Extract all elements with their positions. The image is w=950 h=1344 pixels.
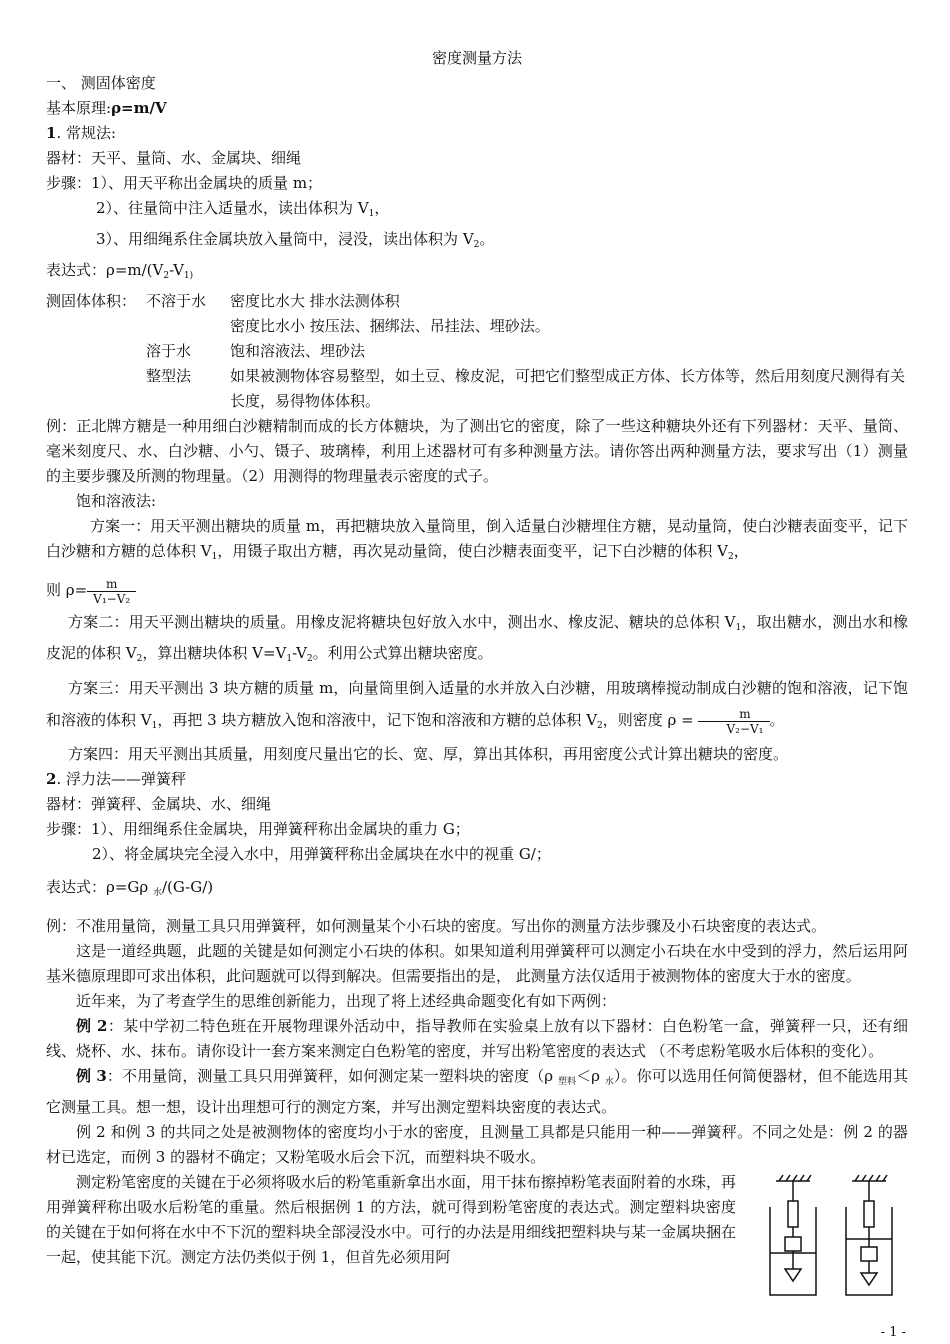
fraction-denominator: V₁−V₂ <box>87 591 136 606</box>
m2-expr-b: /(G-G/) <box>161 878 214 896</box>
method1-expression <box>46 258 908 289</box>
plan3-sub1: 1 <box>151 721 158 731</box>
m2-expr-sub: 水 <box>152 888 162 898</box>
expr-b: -V <box>169 261 184 279</box>
plan2-sub1: 1 <box>735 623 742 633</box>
plan2-d: -V <box>292 644 307 662</box>
plan2-a: 方案二：用天平测出糖块的质量。用橡皮泥将糖块包好放入水中，测出水、橡皮泥、糖块的总体积 V <box>68 613 736 631</box>
method2-expression <box>46 875 908 906</box>
plan3-a: 方案三：用天平测出 3 块方糖的质量 m，向量筒里倒入适量的水并放入白沙糖，用玻璃棒搅动制成白沙糖的饱和溶液，记下饱和溶液的体积 V <box>46 679 908 729</box>
fraction-denominator: V₂−V₁ <box>698 721 769 736</box>
example2-label: 例 2 <box>76 1017 108 1035</box>
plan3-c: ，则密度 ρ = <box>602 711 694 729</box>
volume-row-3 <box>46 339 908 364</box>
method1-step3 <box>46 227 908 258</box>
plan1-b: ，用镊子取出方糖，再次晃动量筒，使白沙糖表面变平，记下白沙糖的体积 V <box>217 542 728 560</box>
plan1-fraction <box>87 577 136 606</box>
method1-step1: 步骤：1）、用天平称出金属块的质量 m； <box>46 174 323 192</box>
spacer <box>146 314 230 339</box>
principle-line <box>46 96 908 121</box>
comparison: 例 2 和例 3 的共同之处是被测物体的密度均小于水的密度，且测量工具都是只能用一种——弹簧秤。不同之处是：例 2 的器材已选定，而例 3 的器材不确定；又粉笔吸水后会下沉，而塑料块不吸水。 <box>46 1123 908 1166</box>
example3-b: ＜ρ <box>576 1067 605 1085</box>
plan2-b: ，取出糖水，测出水和橡皮泥的体积 V <box>46 613 908 662</box>
plan3-sub2: 2 <box>597 721 603 731</box>
plan2-sub3: 1 <box>286 654 293 664</box>
page-number: - 1 - <box>880 1325 906 1340</box>
volume-lighter: 密度比水小 按压法、捆绑法、吊挂法、埋砂法。 <box>230 317 550 335</box>
principle-label: 基本原理: <box>46 99 112 117</box>
method2-step1: 步骤：1）、用细绳系住金属块，用弹簧秤称出金属块的重力 G； <box>46 820 470 838</box>
volume-insoluble: 不溶于水 <box>146 292 207 310</box>
recent-intro: 近年来，为了考查学生的思维创新能力，出现了将上述经典命题变化有如下两例： <box>76 992 617 1010</box>
fraction-numerator: m <box>105 576 118 591</box>
example3-sub2: 水 <box>604 1077 614 1087</box>
figure-left <box>770 1175 816 1295</box>
plan1-a: 方案一：用天平测出糖块的质量 m，再把糖块放入量筒里，倒入适量白沙糖埋住方糖，晃动量筒，使白沙糖表面变平，记下白沙糖和方糖的总体积 V <box>46 517 908 560</box>
plan1-sub1: 1 <box>211 552 218 562</box>
volume-label: 测固体体积： <box>46 292 137 310</box>
plan2-c: ，算出糖块体积 V=V <box>142 644 287 662</box>
method1-title: . 常规法: <box>56 124 117 142</box>
principle-formula: ρ=m/V <box>111 99 167 117</box>
plan1-sub2: 2 <box>727 552 734 562</box>
volume-reshape-text: 如果被测物体容易整型，如土豆、橡皮泥，可把它们整型成正方体、长方体等，然后用刻度尺测得有关长度，易得物体体积。 <box>230 367 906 410</box>
example3-c: ）。你可以选用任何简便器材，但不能选用其它测量工具。想一想，设计出理想可行的测定方案，并写出测定塑料块密度的表达式。 <box>46 1067 908 1116</box>
m2-expr-a: 表达式：ρ=Gρ <box>46 878 153 896</box>
volume-row-1 <box>46 289 908 314</box>
method1-equipment: 器材：天平、量筒、水、金属块、细绳 <box>46 149 302 167</box>
method1-heading <box>46 121 908 146</box>
plan-1 <box>46 514 908 570</box>
plan2-sub4: 2 <box>306 654 313 664</box>
section-heading: 一、 测固体密度 <box>46 74 156 92</box>
spacer <box>46 314 146 339</box>
example-stone: 例：不准用量筒，测量工具只用弹簧秤，如何测量某个小石块的密度。写出你的测量方法步骤及小石块密度的表达式。 <box>46 917 827 935</box>
example-2 <box>46 1014 908 1064</box>
page-title: 密度测量方法 <box>431 49 522 67</box>
step3-sub: 2 <box>473 240 480 250</box>
plan2-sub2: 2 <box>136 654 143 664</box>
step2-end: ， <box>374 199 390 217</box>
volume-soluble-methods: 饱和溶液法、埋砂法 <box>230 342 366 360</box>
expr-sub1: 2 <box>163 271 170 281</box>
expr-sub2: 1) <box>183 271 194 281</box>
plan3-d: 。 <box>769 711 785 729</box>
method2-equipment: 器材：弹簧秤、金属块、水、细绳 <box>46 795 272 813</box>
example3-sub1: 塑料 <box>557 1077 577 1087</box>
plan-4: 方案四：用天平测出其质量，用刻度尺量出它的长、宽、厚，算出其体积，再用密度公式计算出糖块的密度。 <box>68 745 789 763</box>
plan2-e: 。利用公式算出糖块密度。 <box>312 644 493 662</box>
volume-soluble: 溶于水 <box>146 342 192 360</box>
volume-denser: 密度比水大 排水法测体积 <box>230 292 400 310</box>
plan-2 <box>46 610 908 672</box>
spacer <box>46 339 146 364</box>
step2-text: 2）、往量筒中注入适量水，读出体积为 V <box>96 199 369 217</box>
step3-end: 。 <box>479 230 495 248</box>
expr-a: 表达式：ρ=m/(V <box>46 261 164 279</box>
method2-number: 2 <box>46 770 57 788</box>
volume-reshape: 整型法 <box>146 367 192 385</box>
step2-sub: 1 <box>368 209 375 219</box>
method2-title: . 浮力法——弹簧秤 <box>56 770 186 788</box>
step3-text: 3）、用细绳系住金属块放入量筒中，浸没，读出体积为 V <box>96 230 474 248</box>
plan1-rho: 则 ρ= <box>46 581 88 599</box>
figure-right <box>846 1175 892 1295</box>
spacer <box>46 364 146 414</box>
document-body <box>46 46 908 1270</box>
plan1-c: ， <box>733 542 749 560</box>
saturated-label: 饱和溶液法: <box>76 492 157 510</box>
example2-text: ：某中学初二特色班在开展物理课外活动中，指导教师在实验桌上放有以下器材：白色粉笔一盒，弹簧秤一只，还有细线、烧杯、水、抹布。请你设计一套方案来测定白色粉笔的密度，并写出粉笔密度的表达式 （不考虑粉笔吸水后体积的变化）。 <box>46 1017 908 1060</box>
example-3 <box>46 1064 908 1120</box>
fraction-numerator: m <box>739 706 751 721</box>
plan3-b: ，再把 3 块方糖放入饱和溶液中，记下饱和溶液和方糖的总体积 V <box>157 711 598 729</box>
example3-label: 例 3 <box>76 1067 107 1085</box>
plan3-fraction <box>698 707 769 736</box>
method2-step2: 2）、将金属块完全浸入水中，用弹簧秤称出金属块在水中的视重 G/； <box>92 845 551 863</box>
plan-3 <box>46 672 908 742</box>
example3-a: ：不用量筒，测量工具只用弹簧秤，如何测定某一塑料块的密度（ρ <box>106 1067 558 1085</box>
volume-row-2 <box>46 314 908 339</box>
spring-scale-figures <box>766 1173 916 1313</box>
volume-row-4 <box>46 364 908 414</box>
method1-step2 <box>46 196 908 227</box>
example-sugar: 例：正北牌方糖是一种用细白沙糖精制而成的长方体糖块，为了测出它的密度，除了一些这种糖块外还有下列器材：天平、量筒、毫米刻度尺、水、白沙糖、小勺、镊子、玻璃棒，利用上述器材可有多种测量方法。请你答出两种测量方法，要求写出（1）测量的主要步骤及所测的物理量。（2）用测得的物理量表示密度的式子。 <box>46 417 908 485</box>
method2-heading <box>46 767 908 792</box>
final-paragraph: 测定粉笔密度的关键在于必须将吸水后的粉笔重新拿出水面，用干抹布擦掉粉笔表面附着的水珠，再用弹簧秤称出吸水后粉笔的重量。然后根据例 1 的方法，就可得到粉笔密度的表达式。测定塑料块密度的关键在于如何将在水中不下沉的塑料块全部浸没水中。可行的办法是用细线把塑料块与某一金属块捆在一起，使其能下沉。测定方法仍类似于例 1，但首先必须用阿 <box>46 1173 737 1266</box>
method1-number: 1 <box>46 124 57 142</box>
example-stone-analysis: 这是一道经典题，此题的关键是如何测定小石块的体积。如果知道利用弹簧秤可以测定小石块在水中受到的浮力，然后运用阿基米德原理即可求出体积，此问题就可以得到解决。但需要指出的是， 此测量方法仅适用于被测物体的密度大于水的密度。 <box>46 942 908 985</box>
plan1-formula <box>46 570 908 610</box>
